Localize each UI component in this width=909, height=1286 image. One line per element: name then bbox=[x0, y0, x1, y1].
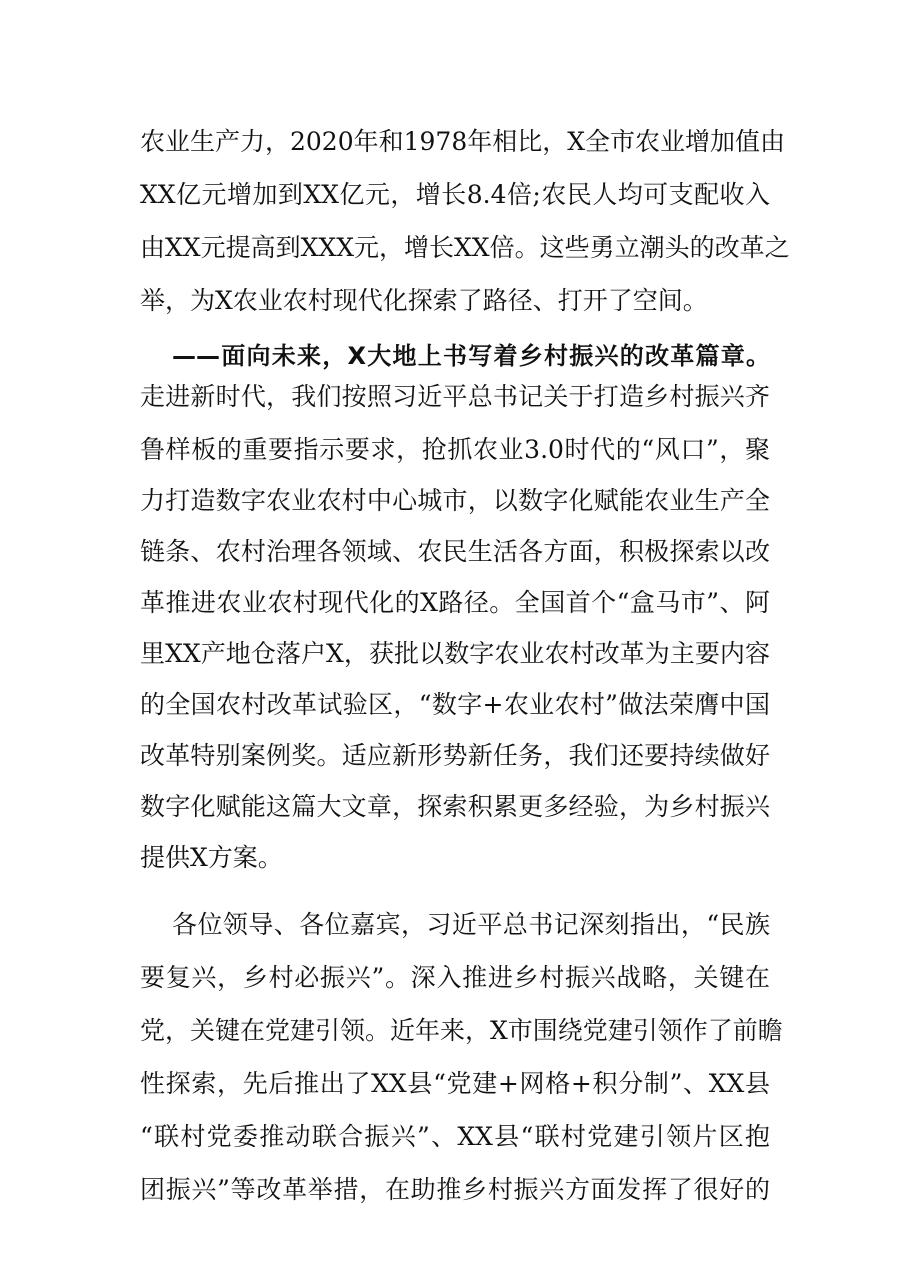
paragraph-3-line-4: 性探索，先后推出了XX县“党建+网格+积分制”、XX县 bbox=[140, 1069, 770, 1098]
paragraph-2-line-7: 的全国农村改革试验区，“数字+农业农村”做法荣膺中国 bbox=[140, 690, 770, 719]
paragraph-1-line-2: XX亿元增加到XX亿元，增长8.4倍;农民人均可支配收入 bbox=[140, 180, 770, 209]
paragraph-3-line-3: 党，关键在党建引领。近年来，X市围绕党建引领作了前瞻 bbox=[140, 1016, 783, 1045]
paragraph-3-line-2: 要复兴，乡村必振兴”。深入推进乡村振兴战略，关键在 bbox=[140, 963, 770, 992]
paragraph-3-line-1: 各位领导、各位嘉宾，习近平总书记深刻指出，“民族 bbox=[172, 910, 770, 939]
section-heading: ——面向未来，X大地上书写着乡村振兴的改革篇章。 bbox=[172, 342, 770, 370]
paragraph-2-line-6: 里XX产地仓落户X，获批以数字农业农村改革为主要内容 bbox=[140, 639, 770, 668]
paragraph-2-line-8: 改革特别案例奖。适应新形势新任务，我们还要持续做好 bbox=[140, 741, 770, 770]
paragraph-2-line-9: 数字化赋能这篇大文章，探索积累更多经验，为乡村振兴 bbox=[140, 792, 770, 821]
paragraph-2-line-10: 提供X方案。 bbox=[140, 843, 283, 872]
paragraph-2-line-3: 力打造数字农业农村中心城市，以数字化赋能农业生产全 bbox=[140, 486, 770, 515]
paragraph-3-line-6: 团振兴”等改革举措，在助推乡村振兴方面发挥了很好的 bbox=[140, 1175, 770, 1204]
paragraph-1-line-3: 由XX元提高到XXX元，增长XX倍。这些勇立潮头的改革之 bbox=[140, 233, 790, 262]
paragraph-2-line-5: 革推进农业农村现代化的X路径。全国首个“盒马市”、阿 bbox=[140, 588, 770, 617]
paragraph-1-line-1: 农业生产力，2020年和1978年相比，X全市农业增加值由 bbox=[140, 127, 786, 156]
paragraph-2-line-4: 链条、农村治理各领域、农民生活各方面，积极探索以改 bbox=[140, 537, 770, 566]
paragraph-1-line-4: 举，为X农业农村现代化探索了路径、打开了空间。 bbox=[140, 286, 708, 315]
paragraph-2-line-2: 鲁样板的重要指示要求，抢抓农业3.0时代的“风口”，聚 bbox=[140, 435, 770, 464]
paragraph-3-line-5: “联村党委推动联合振兴”、XX县“联村党建引领片区抱 bbox=[140, 1122, 770, 1151]
paragraph-2-line-1: 走进新时代，我们按照习近平总书记关于打造乡村振兴齐 bbox=[140, 382, 770, 411]
